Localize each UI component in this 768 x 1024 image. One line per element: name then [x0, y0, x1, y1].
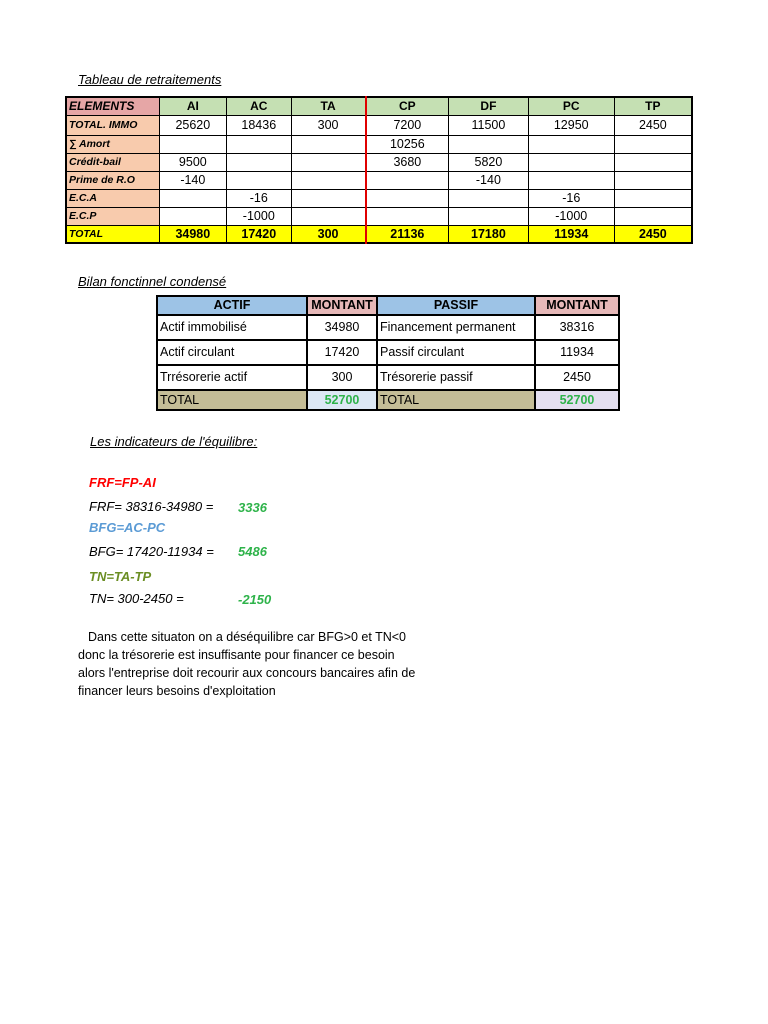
actif-label: Actif immobilisé	[157, 315, 307, 340]
table-cell: 12950	[528, 116, 614, 136]
total-cell: 17420	[227, 226, 291, 244]
table-cell	[614, 154, 692, 172]
conclusion-line: Dans cette situaton on a déséquilibre car BFG>0 et TN<0	[88, 630, 407, 644]
row-label: ∑ Amort	[66, 136, 159, 154]
table-row	[66, 208, 692, 226]
table-row	[66, 190, 692, 208]
table-cell: 18436	[227, 116, 291, 136]
table-cell	[528, 136, 614, 154]
column-header: DF	[449, 97, 529, 116]
column-header: MONTANT	[307, 296, 377, 315]
montant-cell: 34980	[307, 315, 377, 340]
table-row	[66, 136, 692, 154]
tn-calc: TN= 300-2450 =	[89, 591, 184, 606]
actif-label: Actif circulant	[157, 340, 307, 365]
table-cell	[159, 136, 227, 154]
frf-calc: FRF= 38316-34980 =	[89, 499, 214, 514]
total-cell: 300	[291, 226, 366, 244]
table-header-row	[157, 296, 619, 315]
table-cell	[366, 172, 449, 190]
table-cell	[291, 208, 366, 226]
total-cell: 11934	[528, 226, 614, 244]
column-header: AC	[227, 97, 291, 116]
table-cell	[227, 154, 291, 172]
montant-cell: 17420	[307, 340, 377, 365]
retraitements-table	[65, 96, 693, 244]
montant-cell: 38316	[535, 315, 619, 340]
table-cell	[366, 190, 449, 208]
table-cell: 11500	[449, 116, 529, 136]
total-cell: 34980	[159, 226, 227, 244]
montant-cell: 11934	[535, 340, 619, 365]
table-cell	[291, 136, 366, 154]
table-cell	[291, 154, 366, 172]
row-label: E.C.A	[66, 190, 159, 208]
total-cell: 21136	[366, 226, 449, 244]
conclusion-paragraph	[78, 628, 458, 700]
table-cell: -16	[528, 190, 614, 208]
table-total-row	[157, 390, 619, 410]
table-cell	[366, 208, 449, 226]
table-cell	[159, 190, 227, 208]
conclusion-line: donc la trésorerie est insuffisante pour financer ce besoin	[78, 648, 395, 662]
column-header: AI	[159, 97, 227, 116]
column-header: PC	[528, 97, 614, 116]
column-header: ELEMENTS	[66, 97, 159, 116]
column-header: TP	[614, 97, 692, 116]
table-cell	[614, 190, 692, 208]
table-cell	[449, 136, 529, 154]
bfg-result: 5486	[238, 544, 267, 559]
row-label: Prime de R.O	[66, 172, 159, 190]
table-cell: 7200	[366, 116, 449, 136]
indicateurs-title: Les indicateurs de l'équilibre:	[90, 434, 258, 449]
table-cell: 5820	[449, 154, 529, 172]
table-row	[66, 154, 692, 172]
passif-label: Trésorerie passif	[377, 365, 535, 390]
table-cell	[159, 208, 227, 226]
montant-cell: 2450	[535, 365, 619, 390]
table-cell	[291, 190, 366, 208]
column-header: ACTIF	[157, 296, 307, 315]
passif-label: Passif circulant	[377, 340, 535, 365]
column-header: PASSIF	[377, 296, 535, 315]
table-row	[157, 315, 619, 340]
conclusion-line: alors l'entreprise doit recourir aux concours bancaires afin de	[78, 666, 416, 680]
frf-result: 3336	[238, 500, 267, 515]
total-cell: 52700	[535, 390, 619, 410]
row-label: TOTAL. IMMO	[66, 116, 159, 136]
frf-formula: FRF=FP-AI	[89, 475, 156, 490]
total-cell: 2450	[614, 226, 692, 244]
row-label: TOTAL	[66, 226, 159, 244]
table-cell	[449, 190, 529, 208]
row-label: E.C.P	[66, 208, 159, 226]
table-row	[66, 172, 692, 190]
bfg-formula: BFG=AC-PC	[89, 520, 166, 535]
bilan-title: Bilan fonctinnel condensé	[78, 274, 227, 289]
table-cell: -1000	[227, 208, 291, 226]
table-cell	[614, 208, 692, 226]
table-row	[157, 340, 619, 365]
table-row	[66, 116, 692, 136]
table-cell	[449, 208, 529, 226]
table-cell: -1000	[528, 208, 614, 226]
actif-label: Trrésorerie actif	[157, 365, 307, 390]
montant-cell: 300	[307, 365, 377, 390]
table-cell	[614, 136, 692, 154]
table-cell	[291, 172, 366, 190]
table-cell: 25620	[159, 116, 227, 136]
table-cell: -140	[449, 172, 529, 190]
table-cell: 300	[291, 116, 366, 136]
conclusion-line: financer leurs besoins d'exploitation	[78, 684, 276, 698]
table-cell: 9500	[159, 154, 227, 172]
column-header: TA	[291, 97, 366, 116]
table-cell	[528, 154, 614, 172]
bfg-calc: BFG= 17420-11934 =	[89, 544, 214, 559]
total-cell: 17180	[449, 226, 529, 244]
table-total-row	[66, 226, 692, 244]
table-header-row	[66, 97, 692, 116]
tn-result: -2150	[238, 592, 272, 607]
row-label: Crédit-bail	[66, 154, 159, 172]
table-cell: -16	[227, 190, 291, 208]
passif-label: Financement permanent	[377, 315, 535, 340]
column-header: CP	[366, 97, 449, 116]
table-cell	[614, 172, 692, 190]
table-cell: 3680	[366, 154, 449, 172]
total-label: TOTAL	[157, 390, 307, 410]
table-cell: -140	[159, 172, 227, 190]
table-row	[157, 365, 619, 390]
total-label: TOTAL	[377, 390, 535, 410]
table-cell: 2450	[614, 116, 692, 136]
column-header: MONTANT	[535, 296, 619, 315]
table-cell	[227, 136, 291, 154]
tn-formula: TN=TA-TP	[89, 569, 152, 584]
table-cell	[227, 172, 291, 190]
total-cell: 52700	[307, 390, 377, 410]
retraitements-title: Tableau de retraitements	[78, 72, 222, 87]
table-cell: 10256	[366, 136, 449, 154]
table-cell	[528, 172, 614, 190]
bilan-table	[156, 295, 620, 411]
